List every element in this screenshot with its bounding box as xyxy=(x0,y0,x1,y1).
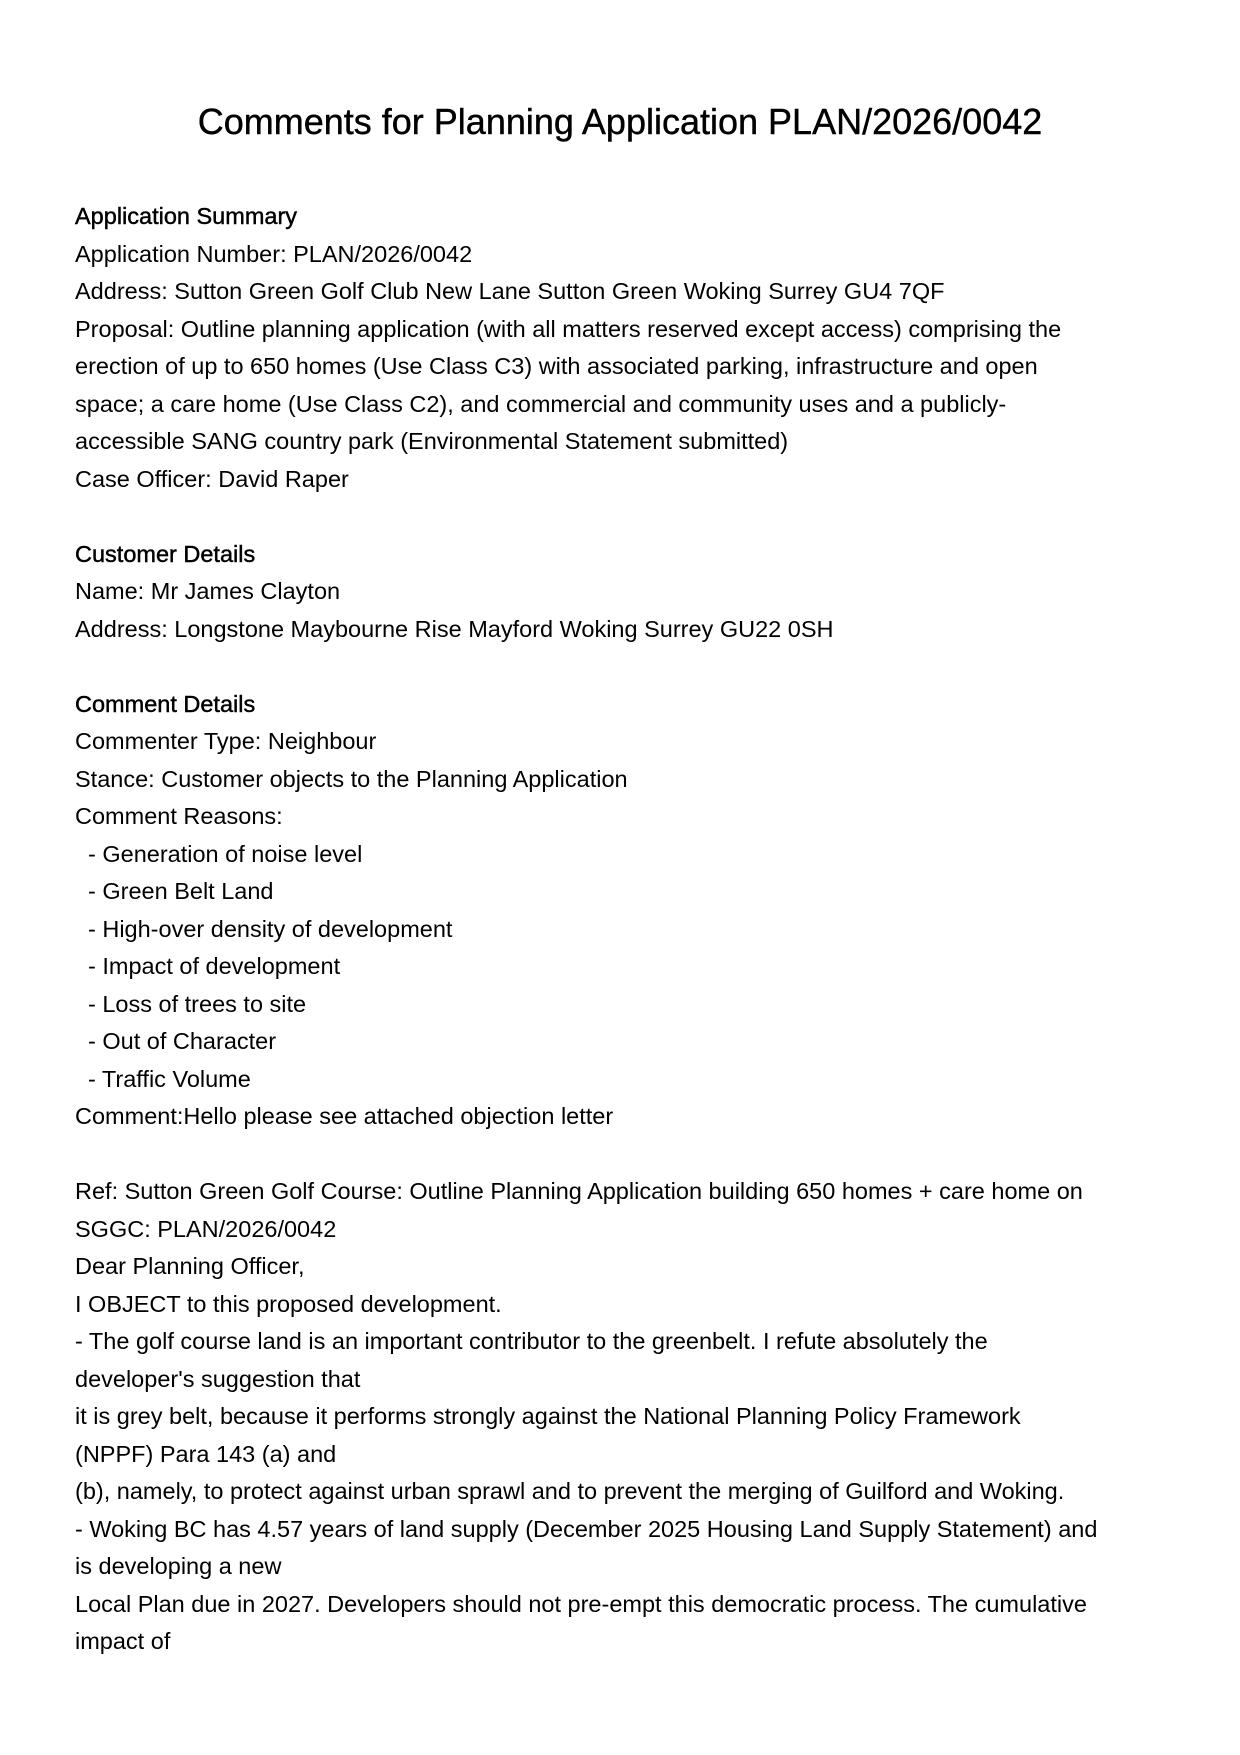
letter-line: (NPPF) Para 143 (a) and xyxy=(75,1440,337,1467)
letter-line: developer's suggestion that xyxy=(75,1365,361,1392)
letter-line: impact of xyxy=(75,1628,171,1654)
comment-reason-item: - Green Belt Land xyxy=(88,878,274,904)
proposal-line: erection of up to 650 homes (Use Class C3) with associated parking, infrastructure and open xyxy=(75,353,1038,379)
section-spacer xyxy=(75,648,1165,686)
letter-line: SGGC: PLAN/2026/0042 xyxy=(75,1215,337,1242)
letter-line: (b), namely, to protect against urban sprawl and to prevent the merging of Guilford and Woking. xyxy=(75,1478,1065,1504)
page-title: Comments for Planning Application PLAN/2026/0042 xyxy=(197,101,1043,142)
comment-reason-item: - Out of Character xyxy=(88,1028,277,1054)
customer-name: Name: Mr James Clayton xyxy=(75,578,341,604)
letter-line: is developing a new xyxy=(75,1553,282,1579)
letter-line: Ref: Sutton Green Golf Course: Outline Planning Application building 650 homes + care home on xyxy=(75,1178,1083,1204)
proposal-line: Proposal: Outline planning application (with all matters reserved except access) comprising the xyxy=(75,315,1062,342)
commenter-type: Commenter Type: Neighbour xyxy=(75,728,377,754)
comment-reasons-label: Comment Reasons: xyxy=(75,803,283,829)
letter-line: - Woking BC has 4.57 years of land supply (December 2025 Housing Land Supply Statement) and xyxy=(75,1515,1098,1542)
letter-line: - The golf course land is an important contributor to the greenbelt. I refute absolutely the xyxy=(75,1328,988,1354)
letter-line: Local Plan due in 2027. Developers should not pre-empt this democratic process. The cumulative xyxy=(75,1590,1087,1617)
section-spacer xyxy=(75,1136,1165,1174)
comment-reason-item: - Generation of noise level xyxy=(88,840,363,867)
letter-line: it is grey belt, because it performs strongly against the National Planning Policy Framework xyxy=(75,1403,1021,1429)
proposal-line: space; a care home (Use Class C2), and commercial and community uses and a publicly- xyxy=(75,390,1007,417)
comment-reason-item: - Loss of trees to site xyxy=(88,990,307,1017)
section-spacer xyxy=(75,498,1165,536)
application-number: Application Number: PLAN/2026/0042 xyxy=(75,240,473,267)
proposal-line: accessible SANG country park (Environmental Statement submitted) xyxy=(75,428,789,454)
document-body xyxy=(75,198,1165,1661)
comment-text: Comment:Hello please see attached objection letter xyxy=(75,1103,614,1129)
application-address: Address: Sutton Green Golf Club New Lane Sutton Green Woking Surrey GU4 7QF xyxy=(75,278,945,304)
application-summary-heading: Application Summary xyxy=(75,203,298,229)
application-summary-section xyxy=(75,198,1165,498)
comment-reason-item: - Impact of development xyxy=(88,953,341,979)
stance: Stance: Customer objects to the Planning Application xyxy=(75,765,628,792)
comment-details-heading: Comment Details xyxy=(75,690,256,717)
customer-details-heading: Customer Details xyxy=(75,540,256,567)
letter-line: I OBJECT to this proposed development. xyxy=(75,1290,502,1317)
letter-line: Dear Planning Officer, xyxy=(75,1253,305,1279)
case-officer: Case Officer: David Raper xyxy=(75,465,349,492)
objection-letter xyxy=(75,1173,1165,1661)
comment-details-section xyxy=(75,686,1165,1136)
comment-reason-item: - Traffic Volume xyxy=(88,1065,251,1092)
customer-address: Address: Longstone Maybourne Rise Mayford Woking Surrey GU22 0SH xyxy=(75,615,834,642)
comment-reason-item: - High-over density of development xyxy=(88,915,453,942)
customer-details-section xyxy=(75,536,1165,649)
